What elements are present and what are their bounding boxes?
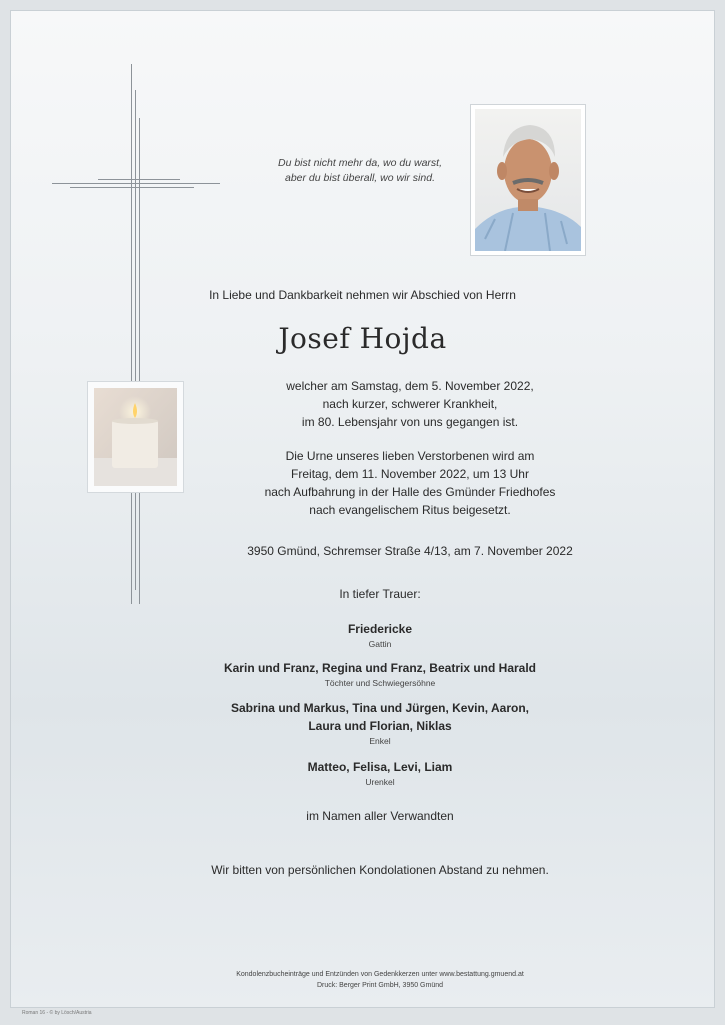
mourner-role: Töchter und Schwiegersöhne [324, 678, 436, 688]
mourner-names: Karin und Franz, Regina und Franz, Beatrix und Harald [223, 661, 537, 675]
template-credit: Roman 16 - © by Lösch/Austria [22, 1010, 92, 1016]
mourner-names: Matteo, Felisa, Levi, Liam [307, 760, 453, 774]
mourner-group [150, 620, 610, 650]
mourner-names: Sabrina und Markus, Tina und Jürgen, Kevin, Aaron, [230, 701, 530, 715]
mourner-role: Gattin [368, 639, 392, 649]
mourner-names: Friedericke [347, 622, 413, 636]
mourner-group [150, 659, 610, 689]
mourner-role: Enkel [369, 736, 391, 746]
funeral-line-4: nach evangelischem Ritus beigesetzt. [309, 503, 511, 517]
death-line-1: welcher am Samstag, dem 5. November 2022, [286, 379, 534, 393]
intro-text: In Liebe und Dankbarkeit nehmen wir Abschied von Herrn [209, 288, 516, 302]
mourner-group [150, 699, 610, 747]
footer-line-2: Druck: Berger Print GmbH, 3950 Gmünd [316, 982, 444, 989]
footer-line-1: Kondolenzbucheinträge und Entzünden von Gedenkkerzen unter www.bestattung.gmuend.at [236, 971, 524, 978]
portrait-image [475, 109, 581, 251]
mourner-role: Urenkel [365, 777, 395, 787]
funeral-line-3: nach Aufbahrung in der Halle des Gmünder Friedhofes [264, 485, 556, 499]
mourning-heading: In tiefer Trauer: [339, 587, 421, 601]
memorial-quote [230, 156, 490, 186]
death-notice [150, 377, 670, 431]
place-date: 3950 Gmünd, Schremser Straße 4/13, am 7. November 2022 [247, 544, 573, 558]
condolence-note: Wir bitten von persönlichen Kondolationen Abstand zu nehmen. [211, 863, 549, 877]
mourner-group [150, 758, 610, 788]
quote-line-2: aber du bist überall, wo wir sind. [285, 172, 435, 184]
relatives-line: im Namen aller Verwandten [306, 809, 454, 823]
mourner-names: Laura und Florian, Niklas [308, 719, 452, 733]
footer [150, 969, 610, 991]
death-line-3: im 80. Lebensjahr von uns gegangen ist. [301, 415, 519, 429]
portrait-photo [470, 104, 586, 256]
deceased-name: Josef Hojda [278, 322, 447, 355]
funeral-line-2: Freitag, dem 11. November 2022, um 13 Uhr [291, 467, 529, 481]
funeral-line-1: Die Urne unseres lieben Verstorbenen wird am [285, 449, 535, 463]
quote-line-1: Du bist nicht mehr da, wo du warst, [278, 157, 442, 169]
death-line-2: nach kurzer, schwerer Krankheit, [322, 397, 498, 411]
funeral-notice [150, 447, 670, 519]
